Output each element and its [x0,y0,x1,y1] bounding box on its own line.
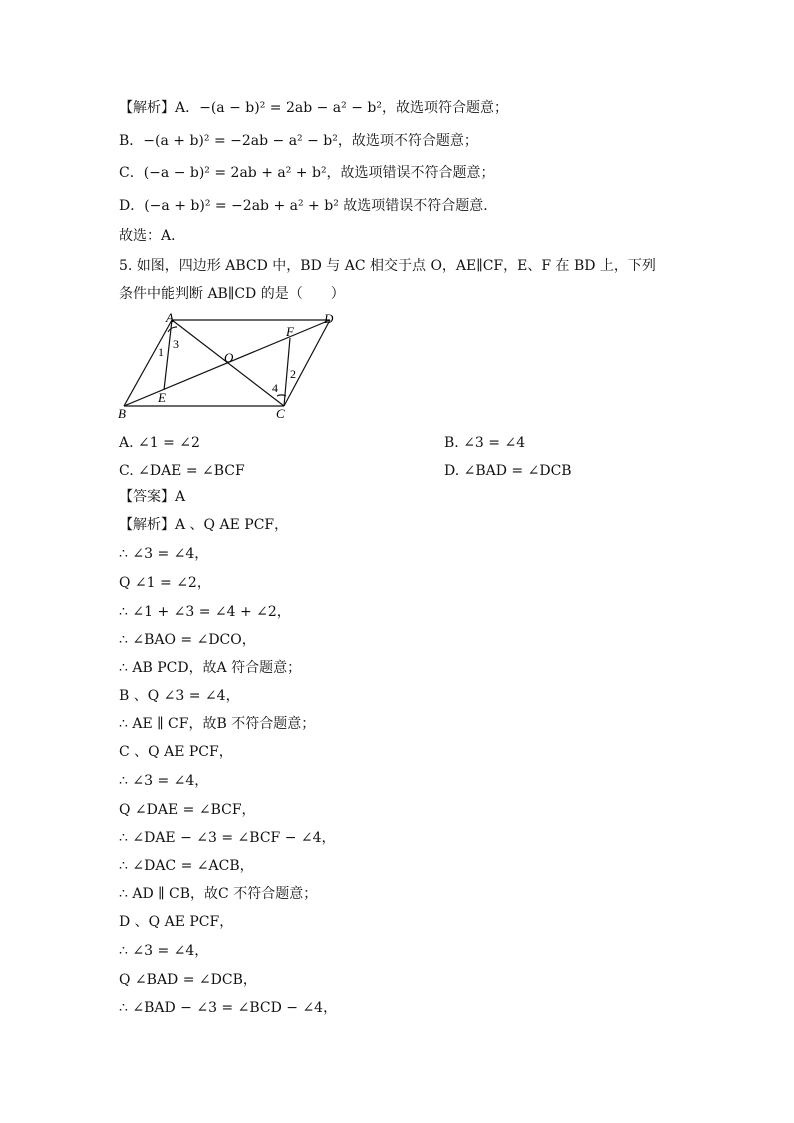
solution-line-18: ∴ ∠BAD − ∠3 = ∠BCD − ∠4， [119,1000,338,1016]
point-f-label: F [286,324,294,339]
solution-line-14: ∴ AD ∥ CB，故C 不符合题意； [119,886,318,902]
solution-line-3: Q ∠1 = ∠2， [119,575,211,591]
angle-arc-c [277,395,286,396]
point-b-label: B [118,406,126,421]
analysis-line-a: 【解析】A．−(a − b)² = 2ab − a² − b²，故选项符合题意； [119,100,508,116]
solution-line-8: ∴ AE ∥ CF，故B 不符合题意； [119,716,316,732]
point-c-label: C [276,406,285,421]
point-o-label: O [224,350,234,365]
point-a-label: A [166,310,174,325]
question-5-line-1: 5. 如图，四边形 ABCD 中，BD 与 AC 相交于点 O，AE∥CF，E、F 在 BD 上，下列 [119,258,656,274]
solution-line-12: ∴ ∠DAE − ∠3 = ∠BCF − ∠4， [119,830,336,846]
angle-1-label: 1 [158,345,164,359]
analysis-line-d: D．(−a + b)² = −2ab + a² + b² 故选项错误不符合题意． [119,198,498,214]
answer-line: 【答案】A [119,489,186,505]
solution-line-2: ∴ ∠3 = ∠4， [119,546,209,562]
solution-line-9: C 、Q AE PCF， [119,744,233,760]
option-b: B. ∠3 = ∠4 [444,435,526,451]
solution-line-17: Q ∠BAD = ∠DCB， [119,972,257,988]
solution-line-5: ∴ ∠BAO = ∠DCO， [119,632,256,648]
solution-line-15: D 、Q AE PCF， [119,914,234,930]
solution-line-16: ∴ ∠3 = ∠4， [119,943,209,959]
point-d-label: D [324,311,334,326]
option-a: A. ∠1 = ∠2 [119,435,200,451]
point-e-label: E [158,390,166,405]
solution-line-13: ∴ ∠DAC = ∠ACB， [119,858,254,874]
solution-line-10: ∴ ∠3 = ∠4， [119,773,209,789]
solution-line-7: B 、Q ∠3 = ∠4， [119,688,240,704]
analysis-line-b: B．−(a + b)² = −2ab − a² − b²，故选项不符合题意； [119,133,478,149]
solution-line-6: ∴ AB PCD，故A 符合题意； [119,660,302,676]
solution-line-1: 【解析】A 、Q AE PCF， [119,517,289,533]
conclusion-line: 故选：A． [119,228,186,244]
solution-line-11: Q ∠DAE = ∠BCF， [119,802,256,818]
analysis-line-c: C．(−a − b)² = 2ab + a² + b²，故选项错误不符合题意； [119,165,495,181]
angle-2-label: 2 [290,367,296,381]
angle-4-label: 4 [272,381,278,395]
option-c: C. ∠DAE = ∠BCF [119,463,245,479]
segment-ae [164,320,172,390]
quadrilateral-figure [112,310,352,430]
angle-3-label: 3 [173,337,179,351]
option-d: D. ∠BAD = ∠DCB [444,463,572,479]
solution-line-4: ∴ ∠1 + ∠3 = ∠4 + ∠2， [119,604,291,620]
angle-arc-a [168,327,177,332]
question-5-line-2: 条件中能判断 AB∥CD 的是（ ） [119,286,345,302]
